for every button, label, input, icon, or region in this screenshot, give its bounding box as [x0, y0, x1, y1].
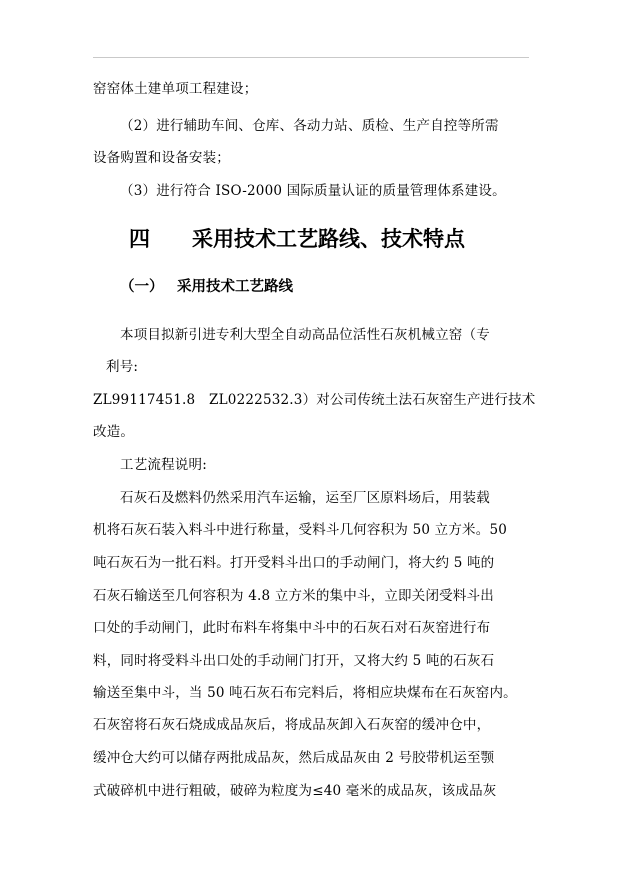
process-line: 输送至集中斗，当 50 吨石灰石布完料后，将相应块煤布在石灰窑内。 [93, 685, 517, 701]
list-item-2-line-2: 设备购置和设备安装； [93, 150, 230, 166]
header-rule [93, 57, 529, 58]
section-number: 四 [129, 227, 150, 251]
paragraph-1-line-2: 利号: [106, 359, 139, 375]
process-line: 料，同时将受料斗出口处的手动闸门打开，又将大约 5 吨的石灰石 [93, 653, 495, 669]
paragraph-1-line-4: 改造。 [93, 424, 135, 440]
subsection-title: 采用技术工艺路线 [177, 279, 293, 295]
process-line: 石灰石及燃料仍然采用汽车运输，运至厂区原料场后，用装载 [120, 490, 490, 506]
process-line: 机将石灰石装入料斗中进行称量，受料斗几何容积为 50 立方米。50 [93, 522, 508, 538]
continuation-line: 窑窑体土建单项工程建设； [93, 81, 258, 97]
section-title: 采用技术工艺路线、技术特点 [192, 227, 465, 251]
paragraph-1-line-1: 本项目拟新引进专利大型全自动高品位活性石灰机械立窑（专 [120, 327, 490, 343]
subsection-number: （一） [120, 279, 164, 295]
process-heading: 工艺流程说明: [120, 457, 207, 473]
process-line: 石灰石输送至几何容积为 4.8 立方米的集中斗，立即关闭受料斗出 [93, 588, 494, 604]
process-line: 石灰窑将石灰石烧成成品灰后，将成品灰卸入石灰窑的缓冲仓中， [93, 717, 491, 733]
list-item-3: （3）进行符合 ISO-2000 国际质量认证的质量管理体系建设。 [120, 183, 506, 199]
process-line: 缓冲仓大约可以储存两批成品灰，然后成品灰由 2 号胶带机运至颚 [93, 750, 495, 766]
process-line: 口处的手动闸门，此时布料车将集中斗中的石灰石对石灰窑进行布 [93, 620, 491, 636]
process-line: 吨石灰石为一批石料。打开受料斗出口的手动闸门，将大约 5 吨的 [93, 555, 495, 571]
list-item-2-line-1: （2）进行辅助车间、仓库、各动力站、质检、生产自控等所需 [120, 118, 499, 134]
paragraph-1-line-3: ZL99117451.8 ZL0222532.3）对公司传统土法石灰窑生产进行技术 [93, 392, 536, 408]
process-line: 式破碎机中进行粗破，破碎为粒度为≤40 毫米的成品灰，该成品灰 [93, 783, 497, 799]
